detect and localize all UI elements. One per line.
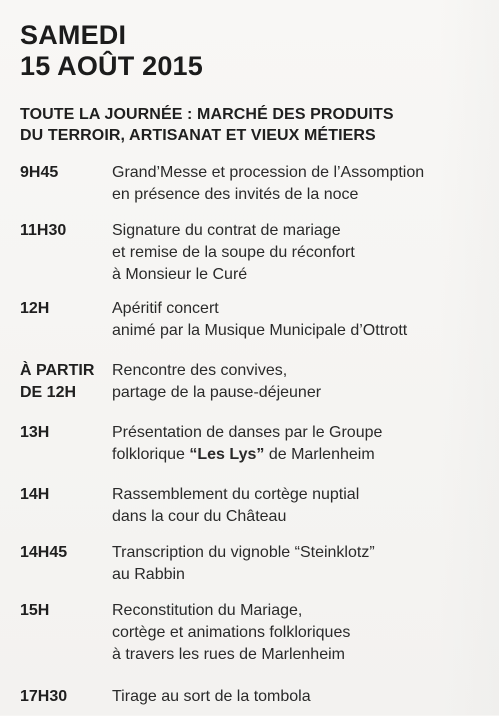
description-line: dans la cour du Château [112,508,287,525]
schedule-list [20,162,490,716]
time-line: 15H [20,602,50,619]
schedule-row-15h [20,600,490,686]
subtitle-line-2: DU TERROIR, ARTISANAT ET VIEUX MÉTIERS [20,127,376,144]
schedule-row-14h [20,484,490,542]
schedule-description [112,298,490,342]
schedule-row-12h [20,298,490,360]
schedule-time [20,542,112,564]
schedule-time [20,422,112,444]
schedule-description [112,220,490,286]
schedule-time [20,220,112,242]
description-line: à travers les rues de Marlenheim [112,646,345,663]
schedule-description [112,360,490,404]
schedule-time [20,484,112,506]
schedule-row-from-12h [20,360,490,422]
description-line: Présentation de danses par le Groupe [112,424,383,441]
schedule-description [112,542,490,586]
schedule-time [20,162,112,184]
time-line: 12H [20,300,50,317]
time-line: 17H30 [20,688,68,705]
schedule-row-1130 [20,220,490,298]
description-line: Apéritif concert [112,300,219,317]
schedule-row-1445 [20,542,490,600]
description-line: Grand’Messe et procession de l’Assomption [112,164,425,181]
description-line: Reconstitution du Mariage, [112,602,303,619]
description-line: Signature du contrat de mariage [112,222,341,239]
subtitle-line-1: TOUTE LA JOURNÉE : MARCHÉ DES PRODUITS [20,106,394,123]
schedule-row-1730 [20,686,490,716]
time-line: DE 12H [20,384,77,401]
schedule-time [20,686,112,708]
description-line: à Monsieur le Curé [112,266,248,283]
time-line: 11H30 [20,222,67,239]
schedule-description [112,686,490,708]
description-line: cortège et animations folkloriques [112,624,351,641]
page-title [20,20,203,82]
description-line: et remise de la soupe du réconfort [112,244,355,261]
description-line: Rencontre des convives, [112,362,288,379]
day-subtitle [20,104,480,146]
description-line: partage de la pause-déjeuner [112,384,322,401]
time-line: 14H45 [20,544,68,561]
schedule-time [20,360,112,404]
schedule-description [112,162,490,206]
description-line: en présence des invités de la noce [112,186,359,203]
schedule-time [20,600,112,622]
time-line: 14H [20,486,50,503]
description-line: Rassemblement du cortège nuptial [112,486,360,503]
title-date: 15 AOÛT 2015 [20,51,203,81]
time-line: 9H45 [20,164,59,181]
schedule-description [112,422,490,466]
schedule-description [112,600,490,666]
description-line: folklorique “Les Lys” de Marlenheim [112,446,375,463]
description-line: Tirage au sort de la tombola [112,688,311,705]
schedule-description [112,484,490,528]
schedule-time [20,298,112,320]
schedule-row-0945 [20,162,490,220]
time-line: 13H [20,424,50,441]
description-line: animé par la Musique Municipale d’Ottrott [112,322,408,339]
description-line: Transcription du vignoble “Steinklotz” [112,544,375,561]
schedule-row-13h [20,422,490,484]
description-line: au Rabbin [112,566,185,583]
title-day: SAMEDI [20,20,127,50]
time-line: À PARTIR [20,362,95,379]
group-name: “Les Lys” [189,446,265,463]
